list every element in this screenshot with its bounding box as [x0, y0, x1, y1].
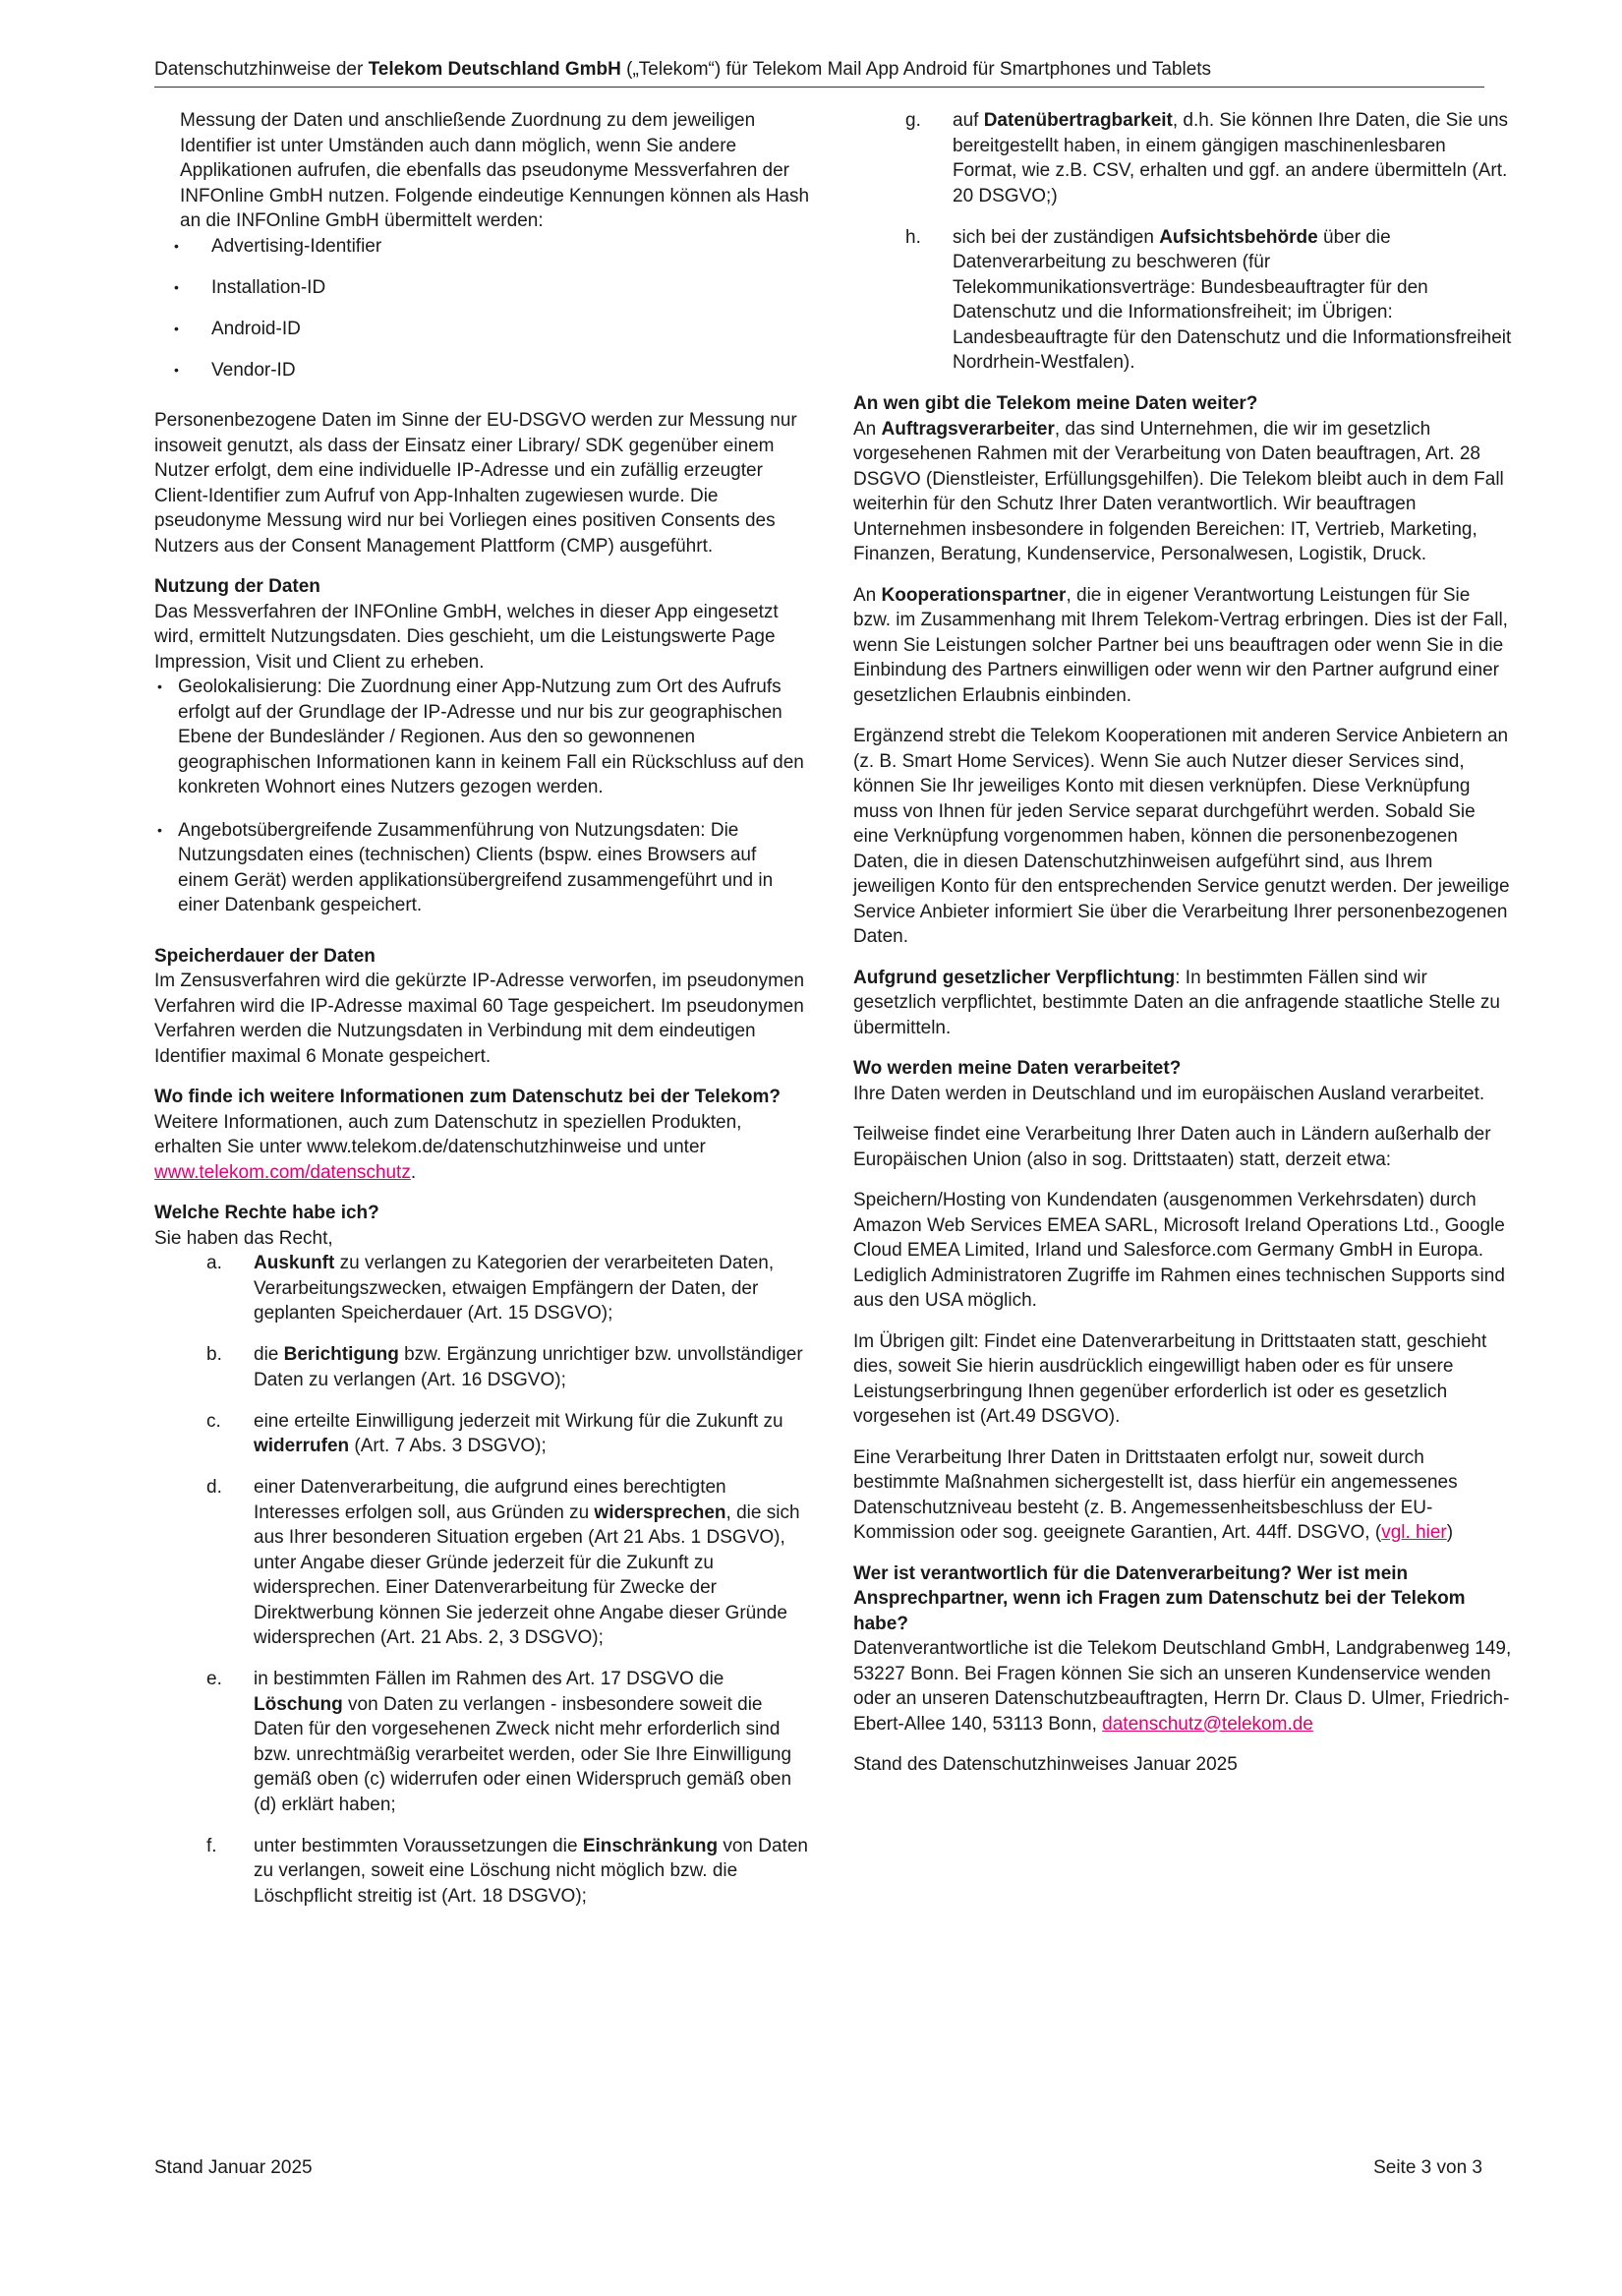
list-item — [154, 1342, 810, 1392]
text: einer Datenverarbeitung, die aufgrund eines berechtigten Interesses erfolgen soll, aus Gründen zu — [254, 1477, 726, 1523]
list-marker: b. — [206, 1344, 222, 1365]
datenschutz-link[interactable]: www.telekom.com/datenschutz — [154, 1161, 411, 1183]
text: von Daten zu verlangen, soweit eine Löschung nicht möglich bzw. die Löschpflicht streitig ist (Art. 18 DSGVO); — [254, 1835, 808, 1907]
section-heading: Wer ist verantwortlich für die Datenverarbeitung? Wer ist mein Ansprechpartner, wenn ich Fragen zum Datenschutz bei der Telekom habe? — [853, 1562, 1466, 1634]
header-text: Datenschutzhinweise der — [154, 59, 369, 80]
keyword: Berichtigung — [283, 1344, 399, 1365]
list-marker: g. — [905, 110, 921, 131]
list-marker: h. — [905, 226, 921, 248]
punctuation: ) — [1446, 1522, 1454, 1543]
keyword: Löschung — [254, 1693, 343, 1715]
list-item: • Advertising-Identifier — [154, 234, 810, 260]
text: An — [853, 418, 882, 440]
list-item — [853, 225, 1512, 376]
text: , die in eigener Verantwortung Leistungen für Sie bzw. im Zusammenhang mit Ihrem Telekom-Vertrag erbringen. Dies ist der Fall, wenn Sie Leistungen solcher Partner bei uns beauftragen oder wenn Sie in die Einbindung des Partners einwilligen oder wenn wir den Partner aufgrund einer gesetzlichen Erlaubnis einbinden. — [853, 584, 1508, 706]
text: eine erteilte Einwilligung jederzeit mit Wirkung für die Zukunft zu — [254, 1410, 783, 1432]
left-column — [154, 108, 810, 1925]
list-item — [154, 1834, 810, 1910]
punctuation: . — [410, 1161, 417, 1183]
right-column — [853, 108, 1512, 1794]
page-header — [154, 57, 1484, 88]
list-marker: c. — [206, 1410, 221, 1432]
paragraph — [853, 583, 1512, 709]
section-heading: Wo finde ich weitere Informationen zum Datenschutz bei der Telekom? — [154, 1087, 781, 1107]
usage-list — [154, 675, 810, 918]
paragraph: Ihre Daten werden in Deutschland und im europäischen Ausland verarbeitet. — [853, 1083, 1485, 1104]
list-marker: a. — [206, 1253, 222, 1273]
text: Eine Verarbeitung Ihrer Daten in Drittstaaten erfolgt nur, soweit durch bestimmte Maßnahmen sichergestellt ist, dass hierfür ein angemessenes Datenschutzniveau besteht (z. B. Angemessenheitsbeschluss der EU-Kommission oder sog. geeignete Garantien, Art. 44ff. DSGVO, ( — [853, 1446, 1458, 1543]
list-item — [853, 108, 1512, 208]
list-item — [154, 1475, 810, 1651]
paragraph: Im Zensusverfahren wird die gekürzte IP-Adresse verworfen, im pseudonymen Verfahren wird die IP-Adresse maximal 60 Tage gespeichert. Im pseudonymen Verfahren werden die Nutzungsdaten in Verbindung mit dem eindeutigen Identifier maximal 6 Monate gespeichert. — [154, 971, 805, 1067]
paragraph — [853, 966, 1512, 1041]
list-item: • Geolokalisierung: Die Zuordnung einer App-Nutzung zum Ort des Aufrufs erfolgt auf der Grundlage der IP-Adresse und nur bis zur geographischen Ebene der Bundesländer / Regionen. Aus den so gewonnenen geographischen Informationen kann in keinem Fall ein Rückschluss auf den konkreten Wohnort eines Nutzers gezogen werden. — [154, 675, 810, 800]
list-item: • Angebotsübergreifende Zusammenführung von Nutzungsdaten: Die Nutzungsdaten eines (technischen) Clients (bspw. eines Browsers auf einem Gerät) werden applikationsübergreifend zusammengeführt und in einer Datenbank gespeichert. — [154, 818, 810, 918]
list-marker: f. — [206, 1835, 217, 1856]
section-heading: Welche Rechte habe ich? — [154, 1203, 379, 1223]
rights-list-continued — [853, 108, 1512, 376]
paragraph: Das Messverfahren der INFOnline GmbH, welches in dieser App eingesetzt wird, ermittelt Nutzungsdaten. Dies geschieht, um die Leistungswerte Page Impression, Visit und Client zu erheben. — [154, 601, 779, 673]
list-marker: e. — [206, 1669, 222, 1689]
section-heading: Wo werden meine Daten verarbeitet? — [853, 1058, 1182, 1079]
text: über die Datenverarbeitung zu beschweren (für Telekommunikationsverträge: Bundesbeauftragter für den Datenschutz und die Informationsfreiheit; im Übrigen: Landesbeauftragte für den Datenschutz und die Informationsfreiheit Nordrhein-Westfalen). — [953, 226, 1512, 373]
section-heading: Nutzung der Daten — [154, 576, 320, 597]
section-heading: Speicherdauer der Daten — [154, 945, 376, 967]
list-item — [154, 1251, 810, 1326]
paragraph: Sie haben das Recht, — [154, 1227, 333, 1249]
paragraph: Weitere Informationen, auch zum Datenschutz in speziellen Produkten, erhalten Sie unter www.telekom.de/datenschutzhinweise und unter — [154, 1111, 742, 1157]
keyword: Auskunft — [254, 1253, 335, 1273]
list-item — [154, 1667, 810, 1817]
list-item: • Installation-ID — [154, 275, 810, 301]
list-item — [154, 1409, 810, 1459]
list-marker: d. — [206, 1477, 222, 1498]
stand-note: Stand des Datenschutzhinweises Januar 2025 — [853, 1754, 1238, 1775]
personal-data-paragraph: Personenbezogene Daten im Sinne der EU-DSGVO werden zur Messung nur insoweit genutzt, als dass der Einsatz einer Library/ SDK gegenüber einem Nutzer erfolgt, dem eine individuelle IP-Adresse und ein zufällig erzeugter Client-Identifier zum Aufruf von App-Inhalten zugewiesen wurde. Die pseudonyme Messung wird nur bei Vorliegen eines positiven Consents des Nutzers aus der Consent Management Plattform (CMP) ausgeführt. — [154, 410, 797, 557]
text: auf — [953, 110, 984, 131]
header-company: Telekom Deutschland GmbH — [368, 59, 621, 80]
list-item: • Vendor-ID — [154, 358, 810, 383]
identifier-list — [154, 234, 810, 383]
list-item: • Android-ID — [154, 317, 810, 342]
header-text-rest: („Telekom“) für Telekom Mail App Android für Smartphones und Tablets — [620, 59, 1212, 80]
text: zu verlangen zu Kategorien der verarbeiteten Daten, Verarbeitungszwecken, etwaigen Empfängern der Daten, der geplanten Speicherdauer (Art. 15 DSGVO); — [254, 1253, 775, 1324]
keyword: Auftragsverarbeiter — [881, 418, 1055, 440]
intro-paragraph: Messung der Daten und anschließende Zuordnung zu dem jeweiligen Identifier ist unter Umständen auch dann möglich, wenn Sie andere Applikationen aufrufen, die ebenfalls das pseudonyme Messverfahren der INFOnline GmbH nutzen. Folgende eindeutige Kennungen können als Hash an die INFOnline GmbH übermittelt werden: — [180, 110, 810, 231]
email-link[interactable]: datenschutz@telekom.de — [1102, 1713, 1313, 1735]
section-heading: An wen gibt die Telekom meine Daten weiter? — [853, 393, 1258, 414]
text: bzw. Ergänzung unrichtiger bzw. unvollständiger Daten zu verlangen (Art. 16 DSGVO); — [254, 1344, 803, 1390]
keyword: widersprechen — [594, 1501, 726, 1523]
paragraph: Datenverantwortliche ist die Telekom Deutschland GmbH, Landgrabenweg 149, 53227 Bonn. Bei Fragen können Sie sich an unseren Kundenservice wenden oder an unseren Datenschutzbeauftragten, Herrn Dr. Claus D. Ulmer, Friedrich-Ebert-Allee 140, 53113 Bonn, — [853, 1638, 1512, 1735]
paragraph: Ergänzend strebt die Telekom Kooperationen mit anderen Service Anbietern an (z. B. Smart Home Services). Wenn Sie auch Nutzer dieser Services sind, können Sie Ihr jeweiliges Konto mit diesen verknüpfen. Diese Verknüpfung muss von Ihnen für jeden Service separat durchgeführt werden. Sobald Sie eine Verknüpfung vorgenommen haben, können die personenbezogenen Daten, die in diesen Datenschutzhinweisen aufgeführt sind, aus Ihrem jeweiligen Konto für den entsprechenden Service genutzt werden. Der jeweilige Service Anbieter informiert Sie über die Verarbeitung Ihrer personenbezogenen Daten. — [853, 726, 1510, 947]
footer-date: Stand Januar 2025 — [154, 2157, 313, 2178]
keyword: Aufsichtsbehörde — [1159, 226, 1318, 248]
keyword: Kooperationspartner — [881, 584, 1067, 606]
text: die — [254, 1344, 284, 1365]
keyword: widerrufen — [254, 1436, 350, 1456]
text: sich bei der zuständigen — [953, 226, 1160, 248]
paragraph: Speichern/Hosting von Kundendaten (ausgenommen Verkehrsdaten) durch Amazon Web Services EMEA SARL, Microsoft Ireland Operations Ltd., Google Cloud EMEA Limited, Irland und Salesforce.com Germany GmbH in Europa. Lediglich Administratoren Zugriffe im Rahmen eines technischen Supports sind aus den USA möglich. — [853, 1190, 1505, 1311]
keyword: Einschränkung — [582, 1835, 719, 1856]
text: in bestimmten Fällen im Rahmen des Art. 17 DSGVO die — [254, 1669, 724, 1689]
page-number: Seite 3 von 3 — [1373, 2157, 1482, 2178]
text: , das sind Unternehmen, die wir im gesetzlich vorgesehenen Rahmen mit der Verarbeitung von Daten beauftragen, Art. 28 DSGVO (Dienstleister, Erfüllungsgehilfen). Die Telekom bleibt auch in dem Fall weiterhin für den Schutz Ihrer Daten verantwortlich. Wir beauftragen Unternehmen insbesondere in folgenden Bereichen: IT, Vertrieb, Marketing, Finanzen, Beratung, Kundenservice, Personalwesen, Logistik, Druck. — [853, 418, 1504, 564]
text: von Daten zu verlangen - insbesondere soweit die Daten für den vorgesehenen Zweck nicht mehr erforderlich sind bzw. unrechtmäßig verarbeitet werden, oder Sie Ihre Einwilligung gemäß oben (c) widerrufen oder einen Widerspruch gemäß oben (d) erklärt haben; — [254, 1693, 792, 1815]
text: (Art. 7 Abs. 3 DSGVO); — [349, 1436, 547, 1456]
text: unter bestimmten Voraussetzungen die — [254, 1835, 583, 1856]
keyword: Datenübertragbarkeit — [983, 110, 1173, 131]
vgl-hier-link[interactable]: vgl. hier — [1381, 1522, 1447, 1543]
text: , d.h. Sie können Ihre Daten, die Sie uns bereitgestellt haben, in einem gängigen maschinenlesbaren Format, wie z.B. CSV, erhalten und ggf. an andere übermitteln (Art. 20 DSGVO;) — [953, 110, 1509, 206]
keyword: Aufgrund gesetzlicher Verpflichtung — [853, 967, 1176, 988]
paragraph: Teilweise findet eine Verarbeitung Ihrer Daten auch in Ländern außerhalb der Europäischen Union (also in sog. Drittstaaten) statt, derzeit etwa: — [853, 1124, 1491, 1170]
rights-list — [154, 1251, 810, 1909]
text: , die sich aus Ihrer besonderen Situation ergeben (Art 21 Abs. 1 DSGVO), unter Angabe dieser Gründe jederzeit für die Zukunft zu widersprechen. Einer Datenverarbeitung für Zwecke der Direktwerbung können Sie jederzeit ohne Angabe dieser Gründe widersprechen (Art. 21 Abs. 2, 3 DSGVO); — [254, 1501, 800, 1648]
paragraph — [853, 1445, 1512, 1546]
text: : In bestimmten Fällen sind wir gesetzlich verpflichtet, bestimmte Daten an die anfragende staatliche Stelle zu übermitteln. — [853, 967, 1500, 1038]
text: An — [853, 584, 882, 606]
paragraph: Im Übrigen gilt: Findet eine Datenverarbeitung in Drittstaaten statt, geschieht dies, soweit Sie hierin ausdrücklich eingewilligt haben oder es für unsere Leistungserbringung Ihnen gegenüber erforderlich ist oder es gesetzlich vorgesehen ist (Art.49 DSGVO). — [853, 1330, 1487, 1427]
